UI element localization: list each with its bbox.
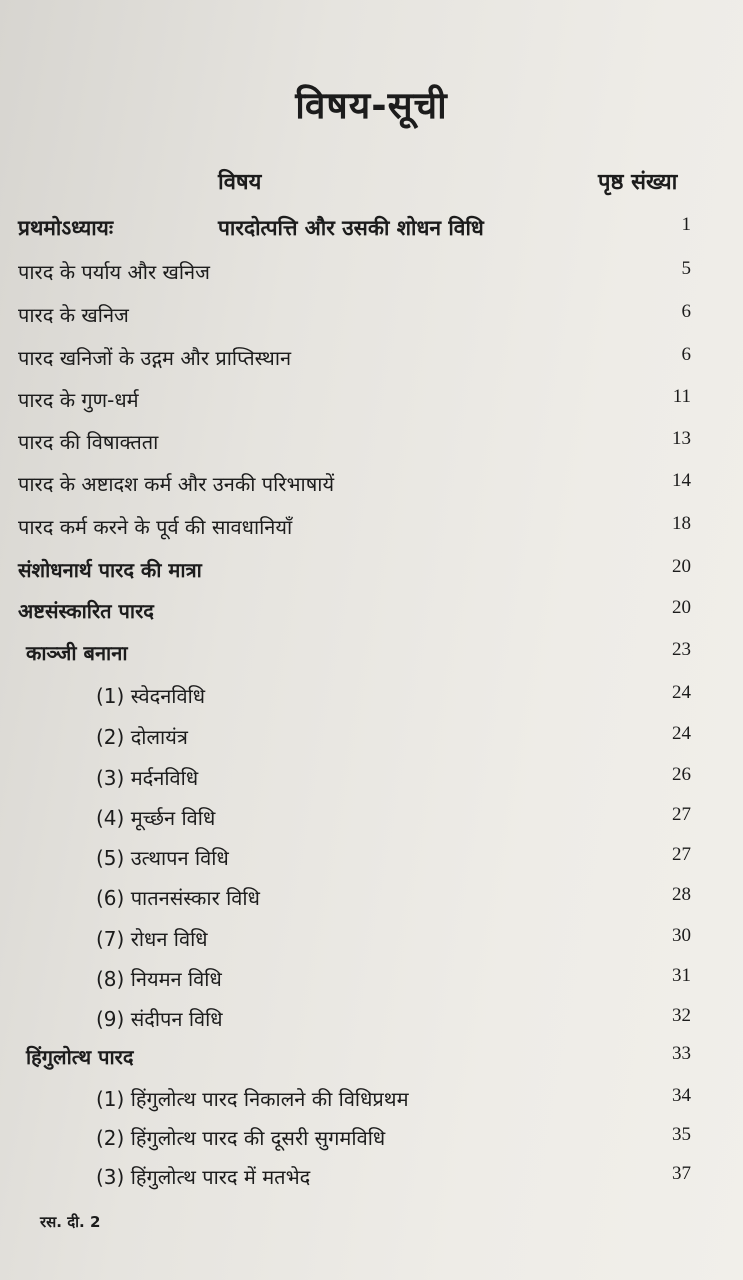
toc-entry (0, 556, 743, 592)
entry-label: पारद के खनिज (18, 303, 129, 327)
toc-entry (0, 1043, 743, 1079)
entry-page-number: 26 (672, 764, 691, 785)
toc-entry (0, 723, 743, 759)
toc-entry (0, 1163, 743, 1199)
entry-label: (2) हिंगुलोत्थ पारद की दूसरी सुगमविधि (96, 1126, 386, 1150)
toc-entry (0, 428, 743, 464)
page-column-header: पृष्ठ संख्या (598, 170, 678, 195)
toc-entry (0, 344, 743, 380)
entry-page-number: 27 (672, 844, 691, 865)
entry-label: पारद की विषाक्तता (18, 430, 159, 454)
entry-page-number: 6 (681, 301, 691, 322)
entry-page-number: 28 (672, 884, 691, 905)
entry-label: (4) मूर्च्छन विधि (96, 806, 216, 830)
toc-entry (0, 386, 743, 422)
entry-page-number: 24 (672, 723, 691, 744)
entry-page-number: 27 (672, 804, 691, 825)
entry-page-number: 11 (672, 386, 691, 407)
entry-label: (7) रोधन विधि (96, 927, 208, 951)
entry-label: संशोधनार्थ पारद की मात्रा (18, 558, 202, 582)
entry-label: (9) संदीपन विधि (96, 1007, 223, 1031)
entry-page-number: 33 (672, 1043, 691, 1064)
entry-page-number: 5 (681, 258, 691, 279)
entry-label: पारद कर्म करने के पूर्व की सावधानियाँ (18, 515, 293, 539)
entry-label: पारद के पर्याय और खनिज (18, 260, 210, 284)
toc-entry (0, 965, 743, 1001)
entry-label: अष्टसंस्कारित पारद (18, 599, 154, 623)
page-title: विषय-सूची (295, 84, 448, 127)
entry-page-number: 20 (672, 597, 691, 618)
entry-page-number: 35 (672, 1124, 691, 1145)
entry-label: (3) हिंगुलोत्थ पारद में मतभेद (96, 1165, 311, 1189)
toc-entry (0, 884, 743, 920)
subject-column-header: विषय (218, 170, 262, 195)
entry-label: काञ्जी बनाना (26, 641, 128, 665)
toc-entry (0, 639, 743, 675)
chapter-title: पारदोत्पत्ति और उसकी शोधन विधि (218, 216, 484, 240)
entry-label: (1) हिंगुलोत्थ पारद निकालने की विधिप्रथम (96, 1087, 409, 1111)
entry-page-number: 24 (672, 682, 691, 703)
toc-entry (0, 513, 743, 549)
entry-page-number: 23 (672, 639, 691, 660)
chapter-name: प्रथमोऽध्यायः (18, 216, 114, 240)
toc-entry (0, 764, 743, 800)
entry-page-number: 6 (681, 344, 691, 365)
entry-page-number: 34 (672, 1085, 691, 1106)
chapter-page-number: 1 (681, 214, 691, 235)
entry-page-number: 18 (672, 513, 691, 534)
toc-entry (0, 925, 743, 961)
entry-label: पारद खनिजों के उद्गम और प्राप्तिस्थान (18, 346, 292, 370)
entry-label: (2) दोलायंत्र (96, 725, 188, 749)
entry-page-number: 30 (672, 925, 691, 946)
entry-label: हिंगुलोत्थ पारद (26, 1045, 134, 1069)
toc-entry (0, 301, 743, 337)
chapter-row (0, 214, 743, 250)
entry-page-number: 14 (672, 470, 691, 491)
toc-entry (0, 470, 743, 506)
entry-label: पारद के अष्टादश कर्म और उनकी परिभाषायें (18, 472, 335, 496)
entry-page-number: 13 (672, 428, 691, 449)
toc-entry (0, 1005, 743, 1041)
entry-page-number: 31 (672, 965, 691, 986)
toc-entry (0, 1085, 743, 1121)
toc-entry (0, 597, 743, 633)
entry-page-number: 20 (672, 556, 691, 577)
toc-entry (0, 1124, 743, 1160)
toc-entry (0, 804, 743, 840)
entry-label: पारद के गुण-धर्म (18, 388, 139, 412)
toc-entry (0, 682, 743, 718)
page-footer-signature: रस. दी. 2 (40, 1213, 101, 1231)
toc-entry (0, 844, 743, 880)
entry-label: (1) स्वेदनविधि (96, 684, 206, 708)
entry-label: (8) नियमन विधि (96, 967, 222, 991)
toc-entry (0, 258, 743, 294)
entry-label: (6) पातनसंस्कार विधि (96, 886, 260, 910)
entry-label: (5) उत्थापन विधि (96, 846, 229, 870)
entry-page-number: 32 (672, 1005, 691, 1026)
entry-page-number: 37 (672, 1163, 691, 1184)
entry-label: (3) मर्दनविधि (96, 766, 199, 790)
